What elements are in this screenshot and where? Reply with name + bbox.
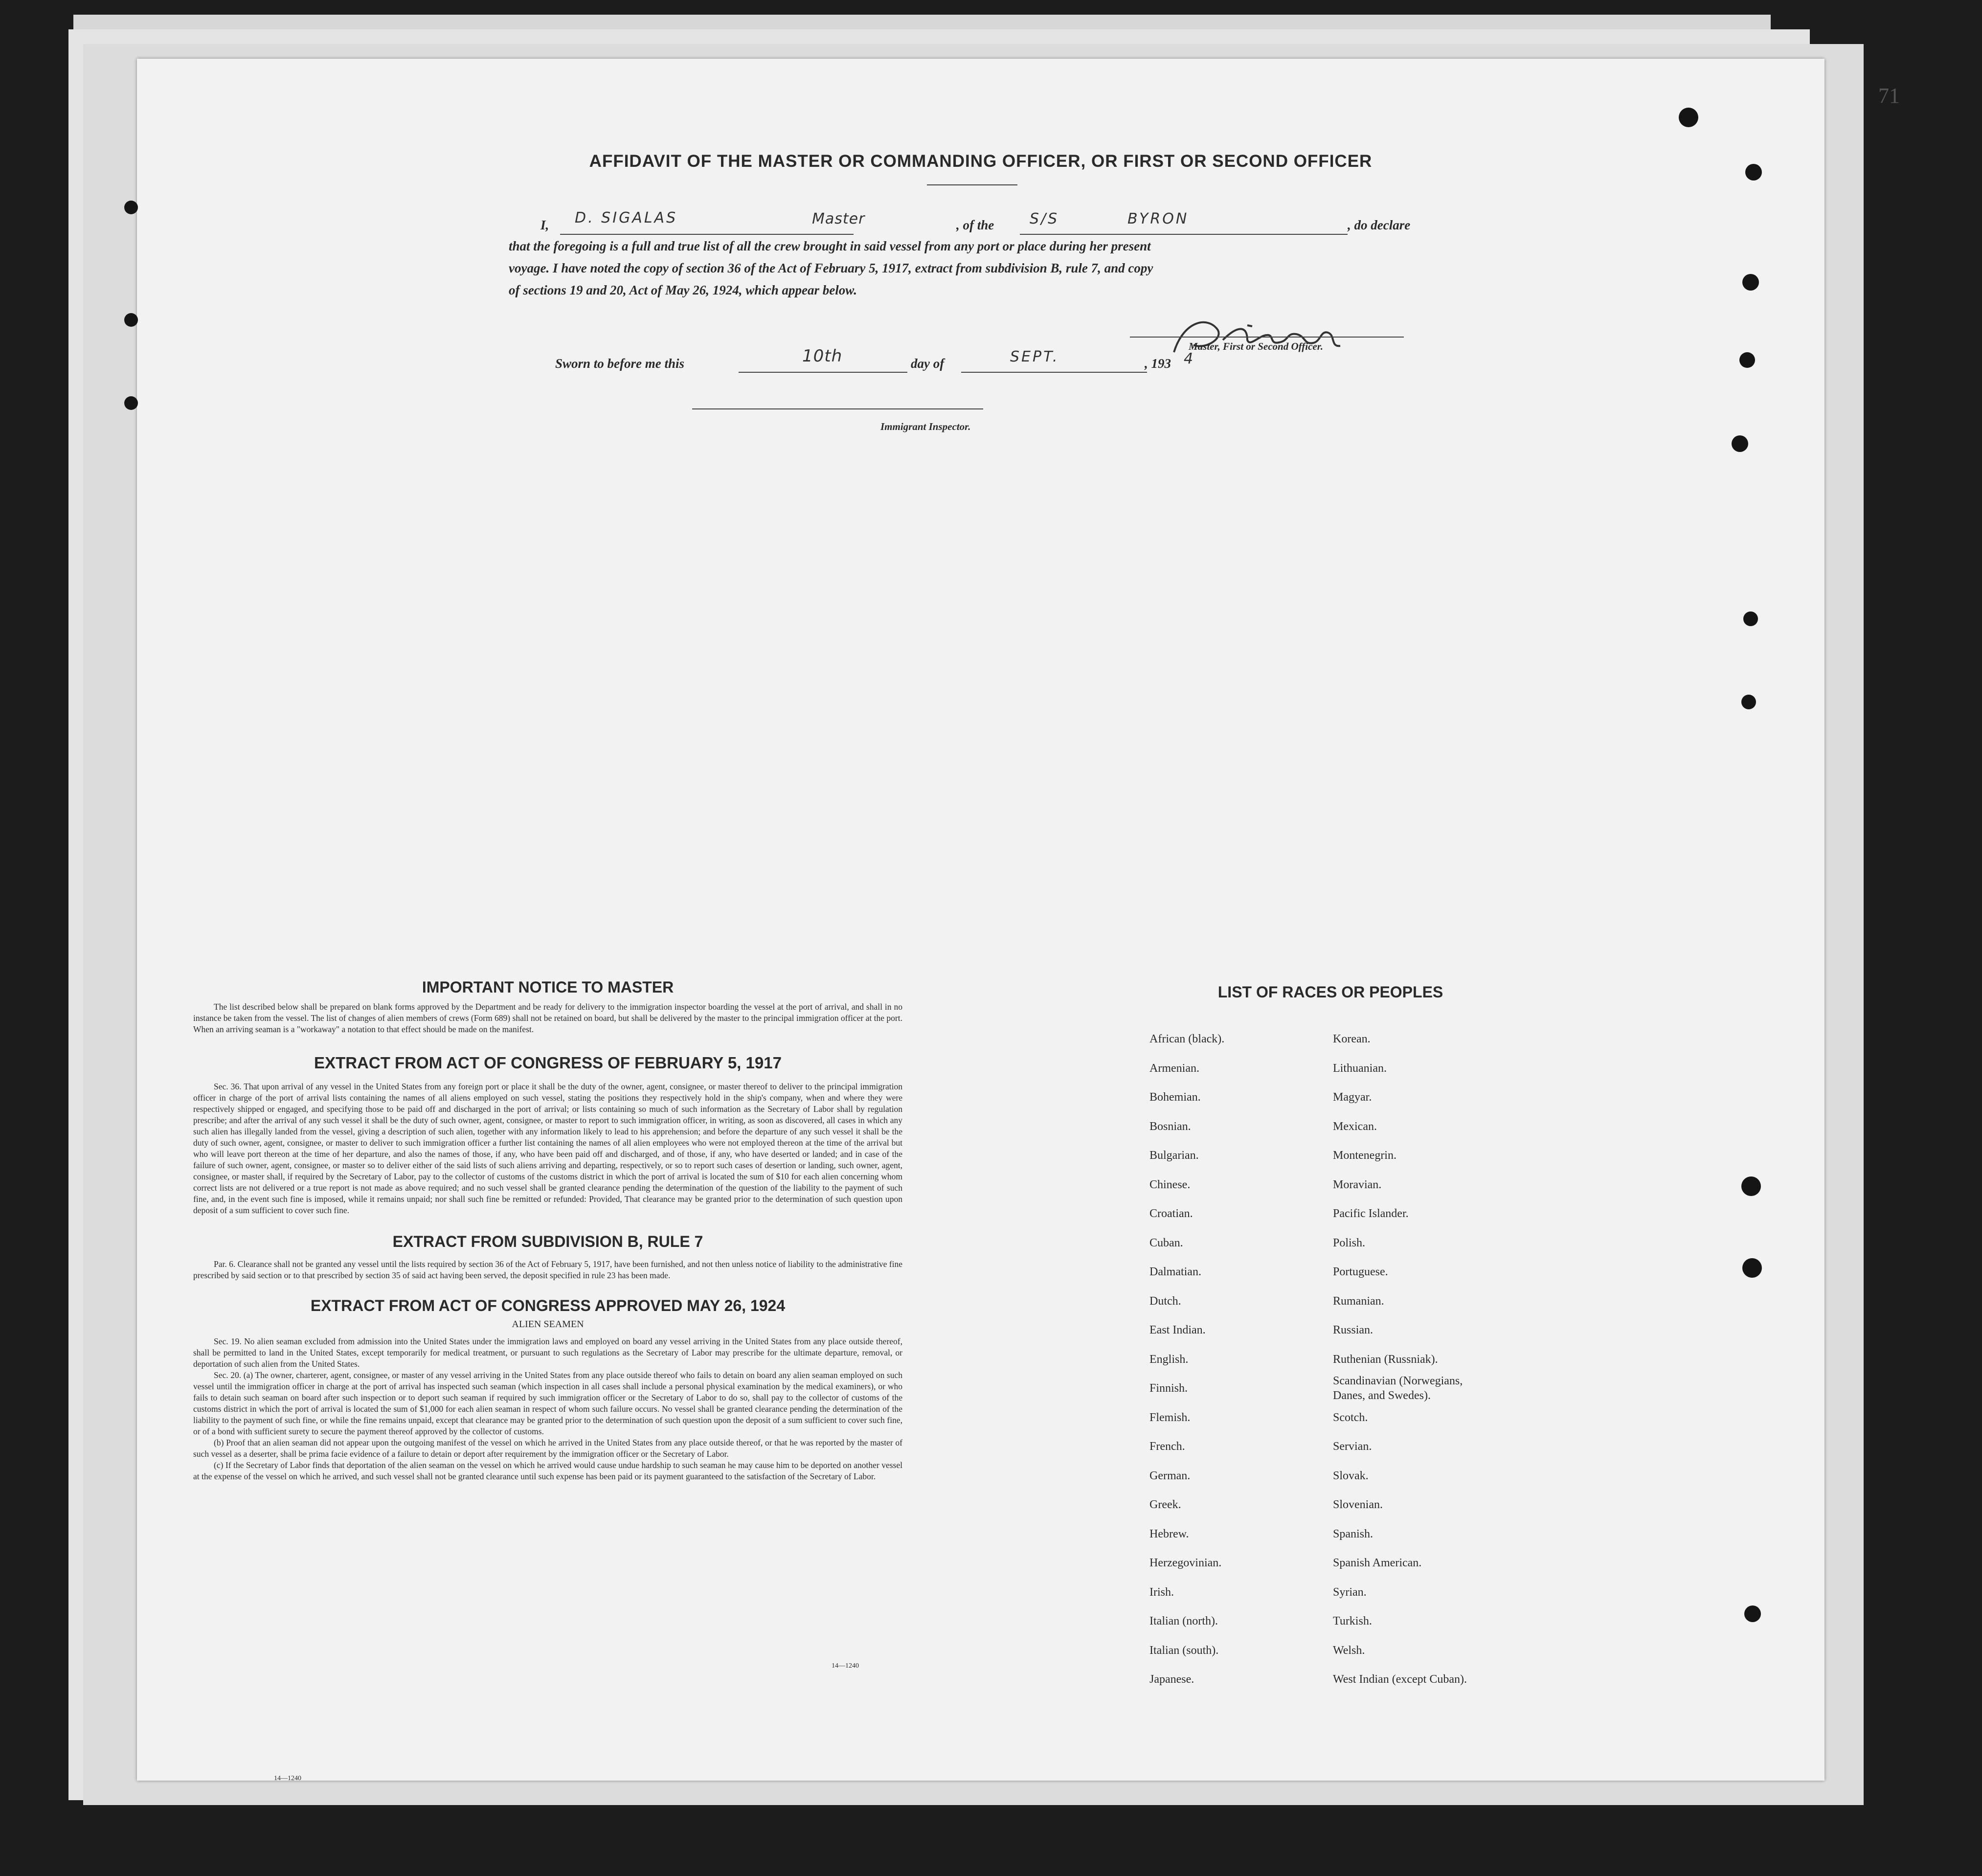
race-item: Hebrew.	[1149, 1527, 1189, 1540]
race-item: French.	[1149, 1440, 1185, 1453]
race-item: Korean.	[1333, 1033, 1371, 1045]
race-item: Greek.	[1149, 1498, 1181, 1511]
affidavit-title: AFFIDAVIT OF THE MASTER OR COMMANDING OFFICER, OR FIRST OR SECOND OFFICER	[589, 152, 1373, 171]
punch-hole	[124, 313, 138, 327]
of-the-label: , of the	[956, 218, 994, 232]
year-prefix: , 193	[1145, 356, 1171, 371]
race-item: Montenegrin.	[1333, 1149, 1396, 1162]
race-item: Dalmatian.	[1149, 1266, 1201, 1278]
race-item: Slovak.	[1333, 1469, 1369, 1482]
affidavit-page	[137, 59, 1824, 1781]
race-item: Pacific Islander.	[1333, 1207, 1409, 1220]
race-item: Herzegovinian.	[1149, 1557, 1222, 1569]
race-item: Cuban.	[1149, 1236, 1183, 1249]
race-item: Portuguese.	[1333, 1266, 1388, 1278]
race-item: Ruthenian (Russniak).	[1333, 1353, 1438, 1366]
sworn-label: Sworn to before me this	[555, 356, 685, 371]
sworn-year-digit: 4	[1184, 350, 1195, 367]
i-label: I,	[541, 218, 549, 232]
race-item: Japanese.	[1149, 1673, 1194, 1686]
section-20a-text: Sec. 20. (a) The owner, charterer, agent, consignee, or master of any vessel arriving in the United States from any place outside thereof who fails to detain on board any alien seaman employed on such vessel until the immigration officer in charge at the port of arrival has inspected such seaman (which inspection in all cases shall include a personal physical examination by the medical examiners), or who fails to detain such seaman on board after such inspection or to deport such seaman if required by such immigration officer or the Secretary of Labor to do so, shall pay to the collector of customs of the customs district in which the port of arrival is located the sum of $1,000 for each alien seaman in respect of whom such failure occurs. No vessel shall be granted clearance pending the determination of the liability to the payment of such fine, or while the fine remains unpaid, except that clearance may be granted prior to the determination of such question upon the deposit of a sum sufficient to cover such fine, or of a bond with sufficient surety to secure the payment thereof approved by the collector of customs.	[193, 1370, 902, 1436]
alien-seamen-subheading: ALIEN SEAMEN	[512, 1319, 584, 1330]
extract-rule7-text: Par. 6. Clearance shall not be granted any vessel until the lists required by section 36 of the Act of February 5, 1917, have been furnished, and not then unless notice of liability to the administrative fine prescribed by said section or to that prescribed by section 35 of said act having been served, the deposit specified in rule 23 has been made.	[193, 1259, 902, 1280]
vessel-fill-line	[1020, 234, 1348, 235]
statement-line-2: voyage. I have noted the copy of section 36 of the Act of February 5, 1917, extract from subdivision B, rule 7, and copy	[509, 261, 1153, 275]
punch-hole	[1743, 611, 1758, 626]
notice-text: The list described below shall be prepared on blank forms approved by the Department and be ready for delivery to the immigration inspector boarding the vessel at the port of arrival, and shall in no instance be taken from the vessel. The list of changes of alien members of crews (Form 689) shall not be retained on board, but shall be delivered by the master to the principal immigration officer at the port. When an arriving seaman is a "workaway" a notation to that effect should be made on the manifest.	[193, 1002, 902, 1034]
race-item: West Indian (except Cuban).	[1333, 1673, 1467, 1686]
punch-hole	[1739, 352, 1755, 368]
sworn-month: SEPT.	[1010, 348, 1059, 365]
races-left-column	[1149, 1025, 1224, 1695]
races-heading: LIST OF RACES OR PEOPLES	[1217, 983, 1443, 1001]
punch-hole	[1741, 1176, 1761, 1196]
race-item: Italian (north).	[1149, 1615, 1218, 1627]
punch-hole	[124, 396, 138, 410]
notice-heading: IMPORTANT NOTICE TO MASTER	[422, 978, 674, 996]
race-item: Moravian.	[1333, 1178, 1382, 1191]
punch-hole	[124, 201, 138, 214]
race-item: English.	[1149, 1353, 1189, 1366]
corner-page-number: 71	[1878, 84, 1900, 108]
race-item: Polish.	[1333, 1236, 1366, 1249]
extract-1917-text: Sec. 36. That upon arrival of any vessel in the United States from any foreign port or place it shall be the duty of the owner, agent, consignee, or master thereof to deliver to the principal immigration officer in charge of the port of arrival lists containing the names of all aliens employed on such vessel, stating the positions they respectively hold in the ship's company, when and where they were respectively shipped or engaged, and specifying those to be paid off and discharged in the port of arrival; or lists containing so much of such information as the Secretary of Labor shall by regulation prescribe; and after the arrival of any such vessel it shall be the duty of such owner, agent, consignee, or master to report to such immigration officer, in writing, as soon as discovered, all cases in which any such alien has illegally landed from the vessel, giving a description of such alien, together with any information likely to lead to his apprehension; and before the departure of any such vessel it shall be the duty of such owner, agent, consignee, or master to deliver to such immigration officer a further list containing the names of all alien employees who were not employed thereon at the time of the arrival but who will leave port thereon at the time of her departure, and also the names of those, if any, who have been paid off and discharged, and of those, if any, who have deserted or landed; and in case of the failure of such owner, agent, consignee, or master so to deliver either of the said lists of such aliens arriving and departing, respectively, or so to report such cases of desertion or landing, such owner, agent, consignee, or master shall, if required by the Secretary of Labor, pay to the collector of customs of the customs district in which the port of arrival is located the sum of $10 for each alien concerning whom correct lists are not delivered or a true report is not made as above required; and no such vessel shall be granted clearance pending the determination of the question of the liability to the payment of such fine, and, in the event such fine is imposed, while it remains unpaid; nor shall such fine be remitted or refunded: Provided, That clearance may be granted prior to the determination of such question upon deposit of a sum sufficient to cover such fine.	[193, 1082, 902, 1215]
punch-hole	[1742, 1258, 1762, 1278]
race-item: Syrian.	[1333, 1585, 1367, 1599]
race-item: Turkish.	[1333, 1615, 1372, 1627]
race-item: Italian (south).	[1149, 1644, 1219, 1657]
punch-hole	[1742, 274, 1759, 291]
race-item: Croatian.	[1149, 1207, 1193, 1220]
vessel-name: BYRON	[1127, 210, 1189, 227]
extract-1917-heading: EXTRACT FROM ACT OF CONGRESS OF FEBRUARY 5, 1917	[314, 1054, 782, 1072]
signature-line	[1130, 337, 1404, 338]
race-item: Magyar.	[1333, 1091, 1372, 1104]
signature-caption: Master, First or Second Officer.	[1189, 340, 1323, 352]
race-item: Bohemian.	[1149, 1091, 1201, 1104]
punch-hole	[1679, 108, 1698, 127]
form-number-underlying: 14—1240	[274, 1775, 301, 1782]
race-item: African (black).	[1149, 1033, 1225, 1045]
sworn-day-line	[739, 372, 907, 373]
race-item: Irish.	[1149, 1585, 1174, 1599]
section-20c-text: (c) If the Secretary of Labor finds that deportation of the alien seaman on the vessel on which he arrived would cause undue hardship to such seaman he may cause him to be deported on another vessel at the expense of the vessel on which he arrived, and such vessel shall not be granted clearance until such expense has been paid or its payment guaranteed to the satisfaction of the Secretary of Labor.	[193, 1460, 902, 1481]
section-19-text: Sec. 19. No alien seaman excluded from admission into the United States under the immigration laws and employed on board any vessel arriving in the United States from any place outside thereof, shall be permitted to land in the United States, except temporarily for medical treatment, or pursuant to such regulations as the Secretary of Labor may prescribe for the ultimate departure, removal, or deportation of such alien from the United States.	[193, 1336, 902, 1369]
sworn-day: 10th	[802, 346, 843, 366]
title-rule	[927, 184, 1017, 185]
statement-line-3: of sections 19 and 20, Act of May 26, 1924, which appear below.	[509, 283, 857, 297]
race-item: Mexican.	[1333, 1120, 1377, 1133]
rank-handwritten: Master	[812, 210, 865, 227]
declaration-line	[541, 218, 549, 233]
race-item: Scandinavian (Norwegians, Danes, and Swedes).	[1333, 1375, 1463, 1402]
master-name: D. SIGALAS	[575, 209, 678, 226]
races-right-column	[1333, 1025, 1467, 1695]
race-item: Flemish.	[1149, 1411, 1191, 1424]
punch-hole	[1732, 435, 1748, 452]
race-item: Scotch.	[1333, 1411, 1368, 1424]
punch-hole	[1744, 1605, 1761, 1622]
race-item: Servian.	[1333, 1440, 1372, 1453]
race-item: Spanish American.	[1333, 1557, 1422, 1569]
form-number: 14—1240	[832, 1662, 859, 1670]
section-20b-text: (b) Proof that an alien seaman did not appear upon the outgoing manifest of the vessel on which he arrived in the United States from any place outside thereof, or that he was reported by the master of such vessel as a deserter, shall be prima facie evidence of a failure to detain or deport after requirement by the immigration officer or the Secretary of Labor.	[193, 1438, 902, 1459]
race-item: Spanish.	[1333, 1527, 1374, 1540]
inspector-line	[692, 408, 983, 409]
race-item: Welsh.	[1333, 1644, 1365, 1657]
race-item: Dutch.	[1149, 1294, 1181, 1308]
race-item: Lithuanian.	[1333, 1062, 1387, 1075]
race-item: German.	[1149, 1469, 1191, 1482]
race-item: Rumanian.	[1333, 1294, 1384, 1308]
declare-label: , do declare	[1348, 218, 1411, 232]
sworn-month-line	[961, 372, 1147, 373]
vessel-prefix: S/S	[1030, 210, 1059, 227]
race-item: Russian.	[1333, 1324, 1374, 1336]
race-item: Bosnian.	[1149, 1120, 1191, 1133]
day-of-label: day of	[911, 356, 945, 371]
race-item: Finnish.	[1149, 1382, 1188, 1395]
name-fill-line	[560, 234, 854, 235]
race-item: Chinese.	[1149, 1178, 1191, 1191]
race-item: East Indian.	[1149, 1324, 1206, 1336]
extract-rule7-heading: EXTRACT FROM SUBDIVISION B, RULE 7	[392, 1233, 703, 1250]
race-item: Armenian.	[1149, 1062, 1199, 1075]
inspector-caption: Immigrant Inspector.	[880, 421, 971, 432]
notices-column	[193, 978, 902, 1482]
statement-line-1: that the foregoing is a full and true list of all the crew brought in said vessel from any port or place during her present	[509, 239, 1151, 253]
race-item: Slovenian.	[1333, 1498, 1383, 1511]
race-item: Bulgarian.	[1149, 1149, 1199, 1162]
extract-1924-heading: EXTRACT FROM ACT OF CONGRESS APPROVED MAY 26, 1924	[310, 1297, 786, 1314]
punch-hole	[1741, 695, 1756, 709]
